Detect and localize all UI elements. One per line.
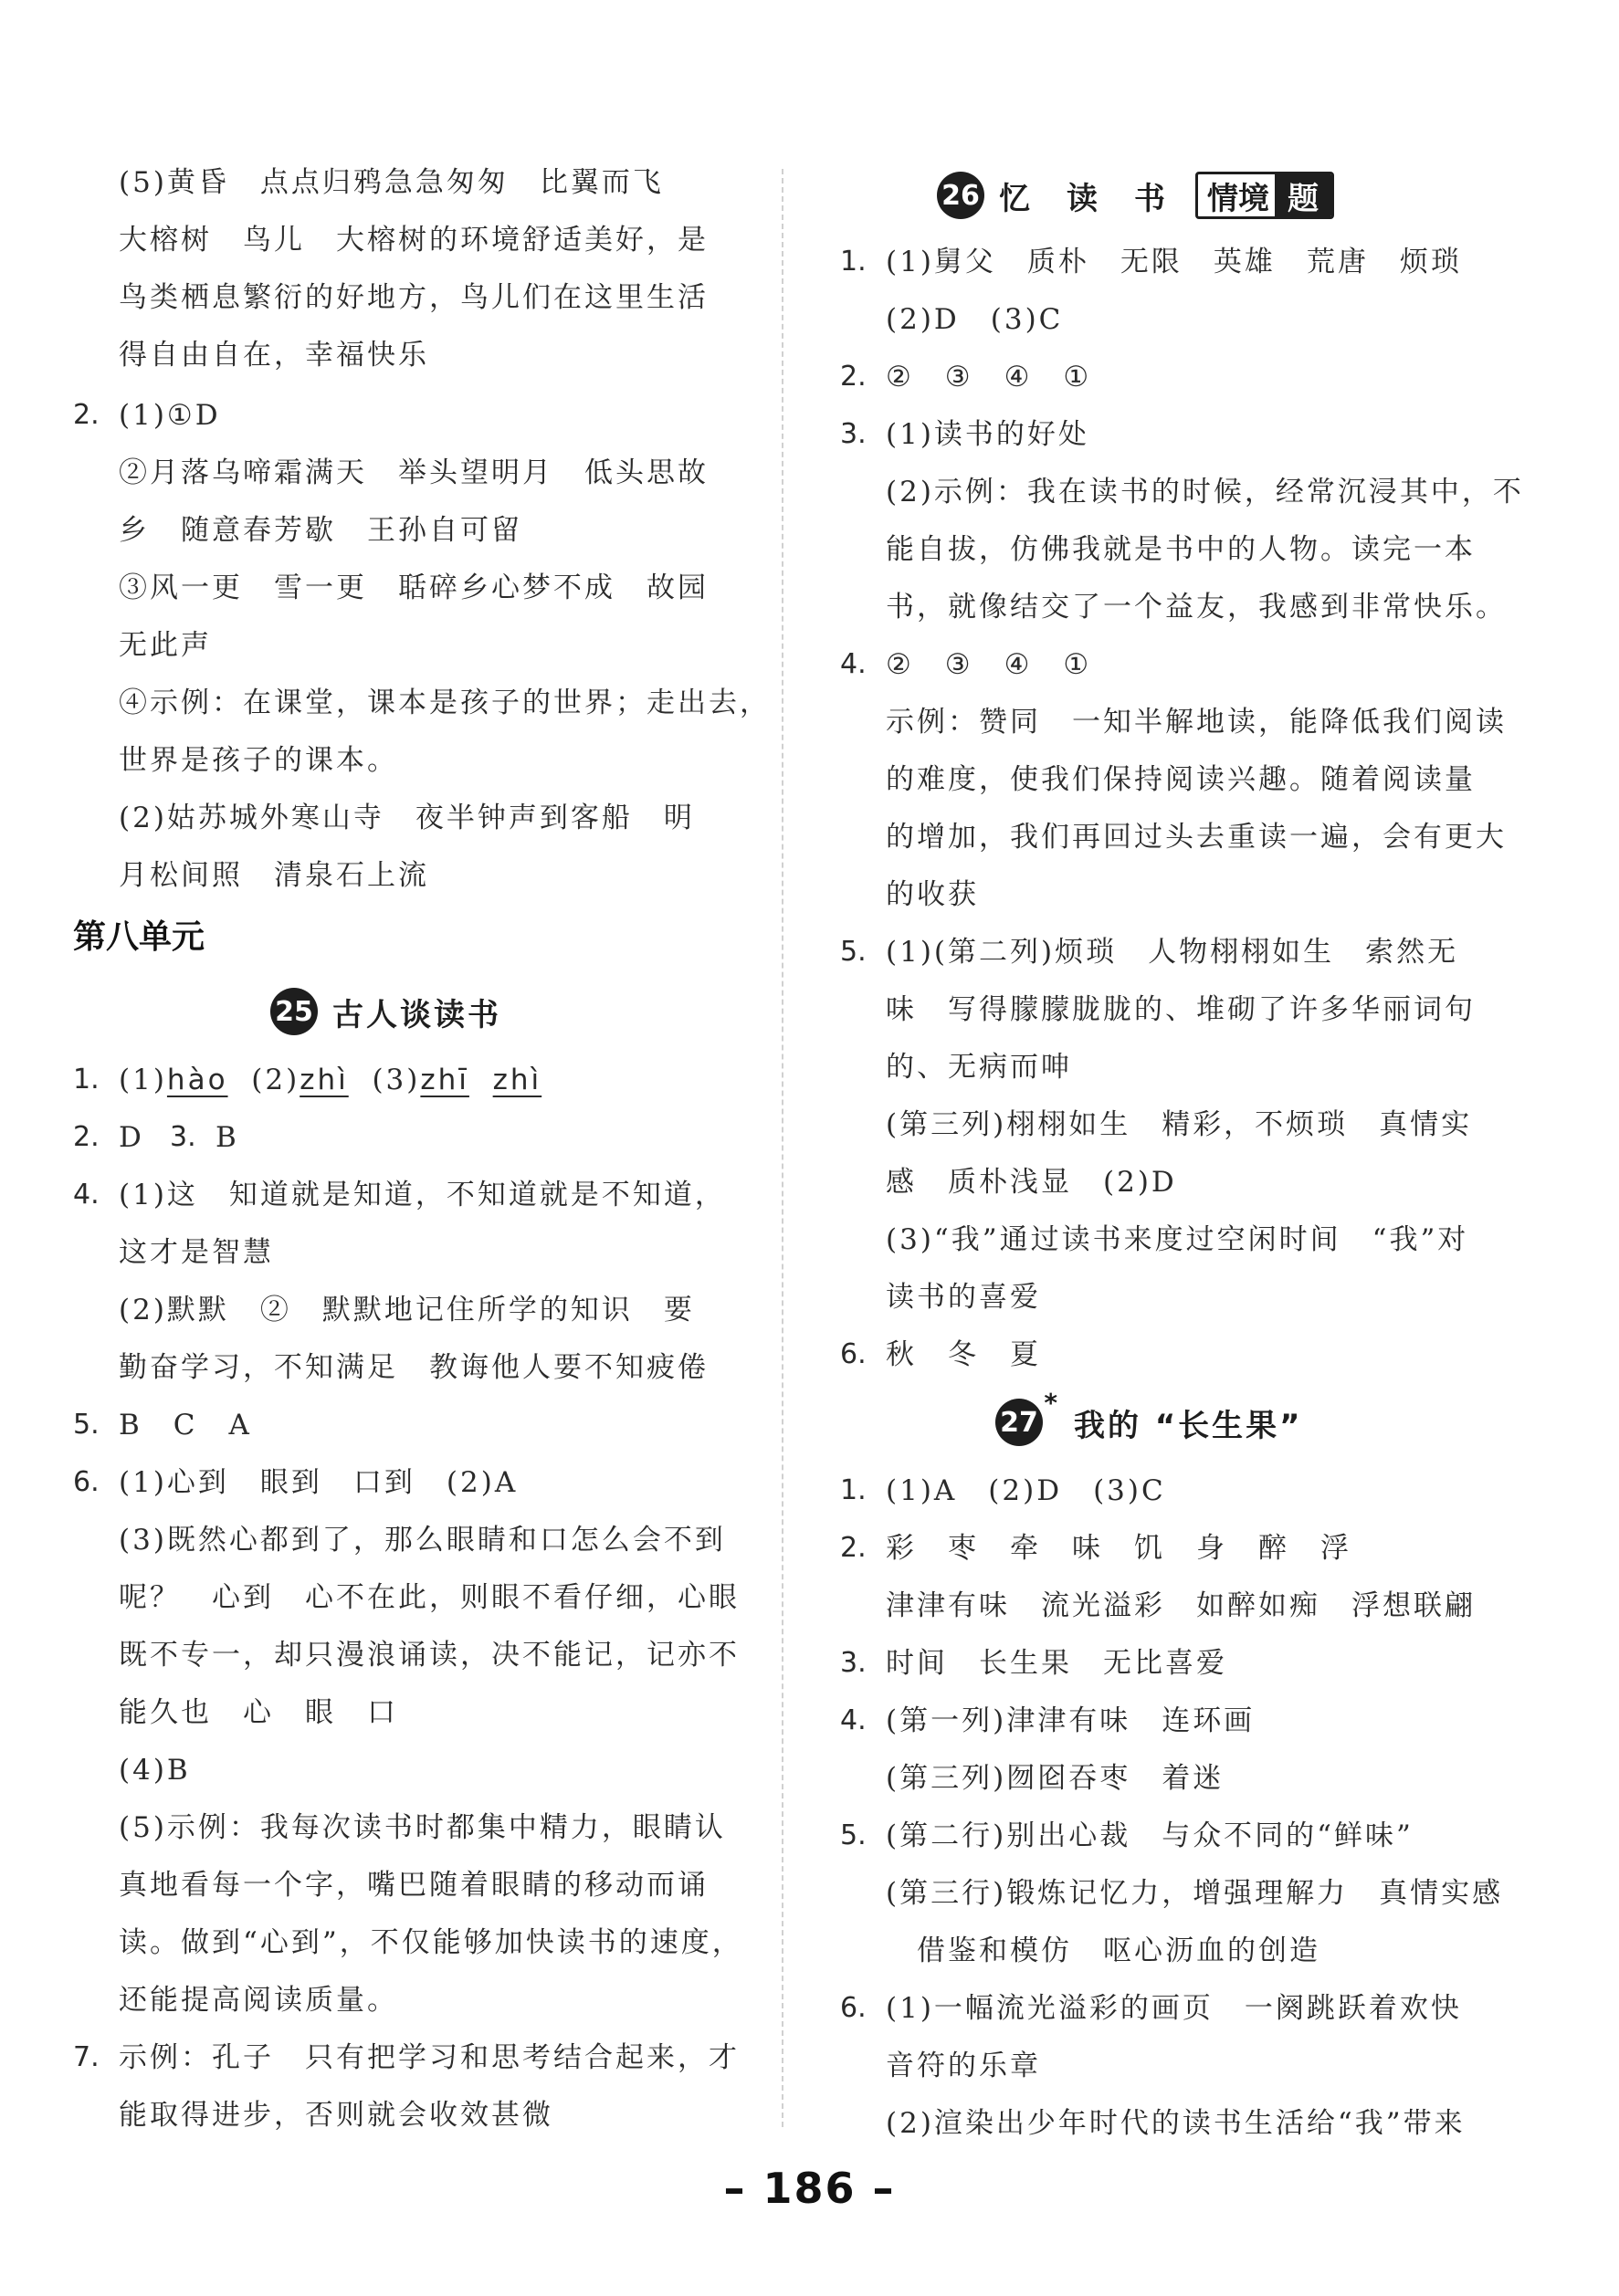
text-line: 呢？ 心到 心不在此，则眼不看仔细，心眼 [119,1581,740,1614]
text-line: 得自由自在，幸福快乐 [119,339,429,372]
text-line: 时间 长生果 无比喜爱 [886,1647,1227,1680]
part-label: (2) [251,1064,300,1096]
text-line: (第三列)囫囵吞枣 着迷 [886,1762,1225,1795]
text-line: 这才是智慧 [119,1236,274,1269]
optional-star-icon: * [1044,1388,1057,1418]
pinyin-answer: zhì [300,1064,349,1096]
part-label: (3) [372,1064,421,1096]
question-number: 4. [73,1179,100,1211]
text-line: (3)“我”通过读书来度过空闲时间 “我”对 [886,1223,1469,1256]
text-line: 的收获 [886,878,979,911]
part-label: (1) [119,1064,167,1096]
text-line: 书，就像结交了一个益友，我感到非常快乐。 [886,591,1507,624]
pinyin-answer: zhī [420,1064,469,1096]
text-line: 世界是孩子的课本。 [119,744,398,777]
text-line: 能久也 心 眼 口 [119,1696,398,1729]
text-line: 的、无病而呻 [886,1051,1072,1084]
question-number: 3. [170,1121,196,1153]
question-number: 1. [840,1474,867,1506]
text-line: (1)A (2)D (3)C [886,1474,1166,1507]
question-number: 3. [840,1647,867,1679]
question-number: 6. [840,1992,867,2024]
answer-text: B [216,1121,239,1154]
question-number: 4. [840,1704,867,1736]
text-line: (第三行)锻炼记忆力，增强理解力 真情实感 [886,1877,1504,1910]
text-line: ② ③ ④ ① [886,648,1092,681]
text-line: (第二行)别出心裁 与众不同的“鲜味” [886,1819,1414,1852]
text-line: 乡 随意春芳歇 王孙自可留 [119,514,522,547]
text-line: 味 写得朦朦胧胧的、堆砌了许多华丽词句 [886,993,1476,1026]
text-line: (1)(第二列)烦琐 人物栩栩如生 索然无 [886,936,1459,969]
tag-left-text: 情境 [1207,180,1269,217]
lesson-heading [937,170,1334,221]
text-line: (1)这 知道就是知道，不知道就是不知道， [119,1179,726,1211]
text-line: (第三列)栩栩如生 精彩，不烦琐 真情实 [886,1108,1473,1141]
text-line: (1)心到 眼到 口到 (2)A [119,1466,519,1499]
text-line: 的难度，使我们保持阅读兴趣。随着阅读量 [886,763,1476,796]
text-line: B C A [119,1409,252,1442]
text-line: (5)黄昏 点点归鸦急急匆匆 比翼而飞 [119,166,664,199]
text-line: 鸟类栖息繁衍的好地方，鸟儿们在这里生活 [119,281,709,314]
text-line: (1)一幅流光溢彩的画页 一阕跳跃着欢快 [886,1992,1462,2025]
question-number: 2. [840,1532,867,1564]
question-number: 6. [840,1338,867,1370]
question-number: 1. [840,246,867,278]
text-line: 能自拔，仿佛我就是书中的人物。读完一本 [886,533,1476,566]
text-line: (第一列)津津有味 连环画 [886,1704,1256,1737]
page-number: – 186 – [723,2164,896,2213]
text-line: 能取得进步，否则就会收效甚微 [119,2099,553,2132]
text-line: 还能提高阅读质量。 [119,1984,398,2017]
text-line: ③风一更 雪一更 聒碎乡心梦不成 故园 [119,571,709,604]
lesson-heading [995,1388,1303,1448]
text-line: 音符的乐章 [886,2050,1041,2082]
text-line: (4)B [119,1754,191,1787]
text-line: 读。做到“心到”，不仅能够加快读书的速度， [119,1926,743,1959]
text-line: 无此声 [119,629,212,662]
text-line: ④示例：在课堂，课本是孩子的世界；走出去， [119,687,771,719]
badge-number: 27 [1000,1406,1038,1439]
lesson-title: 忆 读 书 [999,180,1168,217]
text-line: 示例：孔子 只有把学习和思考结合起来，才 [119,2041,740,2074]
text-line: 勤奋学习，不知满足 教诲他人要不知疲倦 [119,1351,709,1384]
text-line: 借鉴和模仿 呕心沥血的创造 [886,1934,1320,1967]
question-number: 3. [840,418,867,450]
unit-title: 第八单元 [73,918,205,956]
text-line: 真地看每一个字，嘴巴随着眼睛的移动而诵 [119,1869,709,1902]
question-number: 6. [73,1466,100,1498]
column-divider [782,169,783,2127]
lesson-number-badge: 26 [937,172,984,219]
text-line: 月松间照 清泉石上流 [119,859,429,892]
lesson-title: 古人谈读书 [332,996,501,1033]
answer-text: D [119,1121,144,1154]
text-line: ② ③ ④ ① [886,361,1092,393]
question-number: 7. [73,2041,100,2073]
text-line: (2)D (3)C [886,303,1064,336]
question-number: 1. [73,1064,100,1096]
pinyin-answer-line [119,1062,541,1098]
text-line: 的增加，我们再回过头去重读一遍，会有更大 [886,821,1507,854]
question-number: 5. [840,1819,867,1851]
lesson-heading [270,986,501,1037]
text-line: (5)示例：我每次读书时都集中精力，眼睛认 [119,1811,726,1844]
question-number: 4. [840,648,867,680]
question-number: 2. [840,361,867,393]
scenario-question-tag [1195,172,1334,219]
text-line: (2)姑苏城外寒山寺 夜半钟声到客船 明 [119,802,695,834]
text-line: ②月落乌啼霜满天 举头望明月 低头思故 [119,456,709,489]
text-line: 感 质朴浅显 (2)D [886,1166,1177,1199]
text-line: 大榕树 鸟儿 大榕树的环境舒适美好，是 [119,224,709,257]
text-line: (1)读书的好处 [886,418,1089,451]
text-line: (1)①D [119,399,221,432]
question-number: 2. [73,399,100,431]
text-line: (1)舅父 质朴 无限 英雄 荒唐 烦琐 [886,246,1462,278]
pinyin-answer: zhì [492,1064,542,1096]
question-number: 2. [73,1121,100,1153]
lesson-number-badge: 25 [270,988,318,1035]
question-number: 5. [73,1409,100,1441]
text-line: 彩 枣 牵 味 饥 身 醉 浮 [886,1532,1351,1565]
text-line: 秋 冬 夏 [886,1338,1041,1371]
pinyin-answer: hào [166,1064,228,1096]
text-line: (2)默默 ② 默默地记住所学的知识 要 [119,1294,695,1326]
tag-right-text: 题 [1275,174,1331,216]
text-line: 读书的喜爱 [886,1281,1041,1314]
question-number: 5. [840,936,867,968]
lesson-title: 我的 “长生果” [1074,1407,1303,1444]
lesson-number-badge [995,1388,1057,1446]
text-line: 既不专一，却只漫浪诵读，决不能记，记亦不 [119,1639,740,1672]
text-line: (3)既然心都到了，那么眼睛和口怎么会不到 [119,1524,726,1557]
text-line: (2)渲染出少年时代的读书生活给“我”带来 [886,2107,1466,2140]
text-line: 示例：赞同 一知半解地读，能降低我们阅读 [886,706,1507,739]
text-line: (2)示例：我在读书的时候，经常沉浸其中，不 [886,476,1524,508]
text-line: 津津有味 流光溢彩 如醉如痴 浮想联翩 [886,1589,1476,1622]
